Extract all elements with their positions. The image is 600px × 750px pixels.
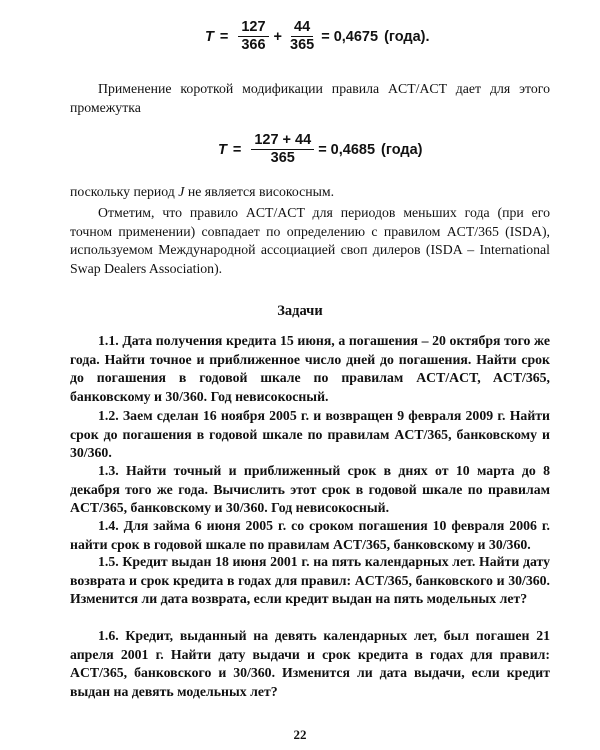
fraction-denominator: 365 — [270, 150, 295, 167]
formula-equals: = — [219, 28, 229, 45]
formula-equals: = — [232, 141, 242, 158]
task-1-2: 1.2. Заем сделан 16 ноября 2005 г. и возвращен 9 февраля 2009 г. Найти срок до погашения в годовой шкале по правилам ACT/365, банковскому и 30/360. — [70, 408, 550, 460]
paragraph-intro: Применение короткой модификации правила ACT/ACT дает для этого промежутка — [70, 81, 550, 115]
page-number: 22 — [293, 727, 307, 742]
fraction-numerator: 44 — [291, 20, 313, 37]
task-1-6: 1.6. Кредит, выданный на девять календарных лет, был погашен 21 апреля 2001 г. Найти дату выдачи и срок кредита в годах для правил: ACT/365, банковского и 30/360. Изменится ли дата выдачи, если кредит выдан на девять модельных лет? — [70, 628, 550, 699]
formula-unit: (года). — [384, 28, 430, 45]
fraction-first — [238, 20, 268, 53]
paragraph-leap-year-note: поскольку период J не является високосным. — [70, 184, 335, 199]
task-1-1: 1.1. Дата получения кредита 15 июня, а погашения – 20 октября того же года. Найти точное и приближенное число дней до погашения. Найти срок до погашения в годовой шкале по правилам ACT/ACT, ACT/365, банковскому и 30/360. Год невисокосный. — [70, 333, 550, 404]
period-variable: J — [178, 184, 185, 199]
formula-short-act-act — [205, 20, 430, 53]
fraction-denominator: 365 — [290, 37, 315, 54]
task-1-3: 1.3. Найти точный и приближенный срок в днях от 10 марта до 8 декабря того же года. Вычислить этот срок в годовой шкале по правилам ACT/365, банковскому и 30/360. Год невисокосный. — [70, 463, 550, 515]
formula-result: = 0,4685 — [318, 141, 376, 158]
formula-variable: T — [218, 141, 227, 158]
fraction-numerator: 127 — [238, 20, 268, 37]
formula-variable: T — [205, 28, 214, 45]
fraction-denominator: 366 — [241, 37, 266, 54]
section-heading: Задачи — [277, 303, 323, 319]
paragraph-isda-note: Отметим, что правило ACT/ACT для периодов меньших года (при его точном применении) совпадает по определению с правилом ACT/365 (ISDA), используемом Международной ассоциацией своп дилеров (ISDA – International Swap Dealers Association). — [70, 205, 550, 276]
formula-result: = 0,4675 — [321, 28, 379, 45]
formula-unit: (года) — [381, 141, 423, 158]
formula-plus: + — [273, 28, 282, 45]
fraction-numerator: 127 + 44 — [251, 133, 314, 150]
fraction-second — [287, 20, 317, 53]
task-1-5: 1.5. Кредит выдан 18 июня 2001 г. на пять календарных лет. Найти дату возврата и срок кредита в годах для правил: ACT/365, банковского и 30/360. Изменится ли дата возврата, если кредит выдан на пять модельных лет? — [70, 554, 550, 606]
task-1-4: 1.4. Для займа 6 июня 2005 г. со сроком погашения 10 февраля 2006 г. найти срок в годовой шкале по правилам ACT/365, банковскому и 30/360. — [70, 518, 550, 552]
fraction-combined — [251, 133, 314, 166]
formula-act-act-short — [218, 133, 423, 166]
